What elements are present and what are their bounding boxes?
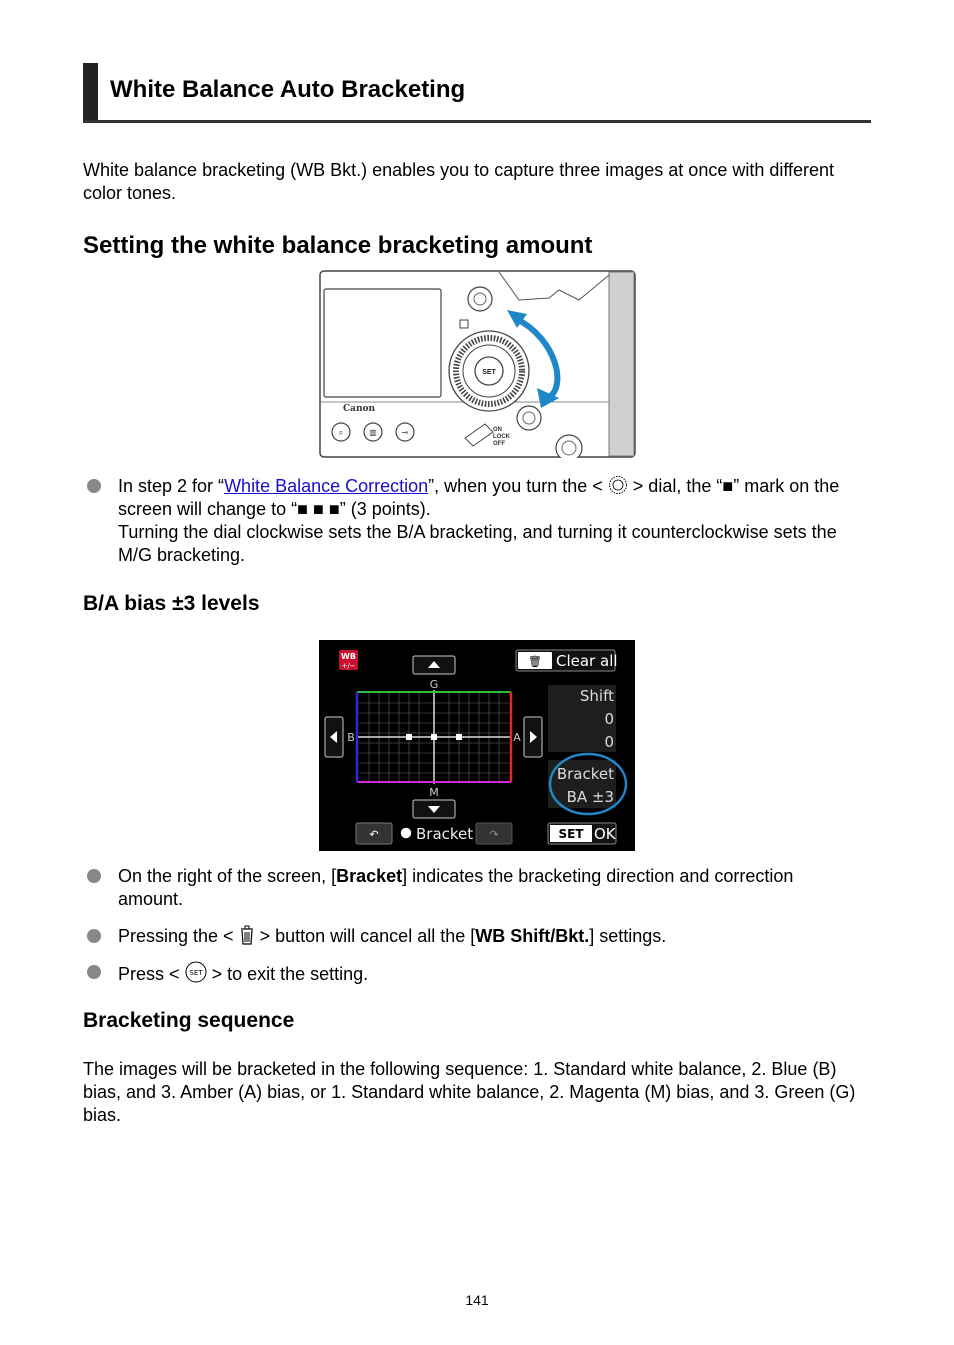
wb-badge-bottom: +/− — [341, 662, 356, 670]
bracket-label: Bracket — [556, 765, 614, 783]
axis-g-label: G — [429, 678, 439, 691]
page-number: 141 — [465, 1292, 489, 1308]
svg-text:↶: ↶ — [369, 828, 379, 841]
bullet4-text-end: > to exit the setting. — [211, 964, 369, 984]
bullet4-text-start: Press < — [118, 964, 180, 984]
axis-a-label: A — [513, 731, 521, 744]
shift-label: Shift — [579, 687, 614, 705]
svg-text:⌕: ⌕ — [338, 428, 344, 437]
axis-b-label: B — [347, 731, 355, 744]
bracket-point-a — [456, 734, 462, 740]
set-button-label: SET — [482, 369, 496, 376]
bracket-value: BA ±3 — [566, 788, 614, 806]
svg-text:SET: SET — [188, 969, 203, 977]
section1-heading: Setting the white balance bracketing amount — [83, 232, 593, 259]
erase-icon — [239, 925, 255, 945]
bullet3-text-end: ] settings. — [589, 926, 667, 946]
bracket-bold-term: Bracket — [336, 866, 403, 886]
bullet-dot-icon — [87, 869, 101, 883]
title-accent-block — [83, 63, 98, 120]
bottom-bracket-label: Bracket — [416, 825, 474, 843]
wb-shift-screen — [319, 640, 635, 851]
wb-shift-bold-term: WB Shift/Bkt. — [475, 926, 590, 946]
power-lock-label: LOCK — [493, 434, 510, 440]
power-on-label: ON — [493, 427, 502, 433]
trash-icon: 🗑 — [528, 655, 542, 668]
set-button-icon — [185, 961, 207, 983]
page-title: White Balance Auto Bracketing — [110, 76, 466, 103]
ok-label: OK — [594, 825, 616, 843]
power-off-label: OFF — [493, 441, 505, 447]
bracketing-sequence-paragraph: The images will be bracketed in the following sequence: 1. Standard white balance, 2. Blue (B) bias, and 3. Amber (A) bias, or 1. Standard white balance, 2. Magenta (M) bias, and 3. Green (G) bias. — [83, 1059, 856, 1125]
svg-text:⊸: ⊸ — [401, 428, 409, 437]
shift-value-1: 0 — [604, 710, 614, 728]
dial-icon — [400, 827, 412, 839]
bullet2-text-end: ] indicates the bracketing direction and correction amount. — [118, 866, 794, 909]
bullet2-text-start: On the right of the screen, [ — [118, 866, 337, 886]
set-label: SET — [558, 827, 584, 841]
wb-badge-top: WB — [341, 652, 356, 661]
bullet1-text-end: > dial, the “■” mark on the screen will change to “■ ■ ■” (3 points). — [118, 476, 840, 519]
quick-control-dial-icon — [449, 331, 529, 411]
bullet1-text-mid: ”, when you turn the < — [428, 476, 603, 496]
quick-control-dial-icon — [608, 475, 628, 495]
white-balance-correction-link[interactable]: White Balance Correction — [224, 476, 429, 496]
section2-heading: B/A bias ±3 levels — [83, 592, 260, 615]
camera-brand-label: Canon — [343, 404, 376, 414]
camera-back-illustration — [319, 270, 636, 458]
section3-heading: Bracketing sequence — [83, 1009, 295, 1032]
bullet1-second-line: Turning the dial clockwise sets the B/A bracketing, and turning it counterclockwise sets the M/G bracketing. — [118, 522, 837, 565]
section-title-bar — [83, 63, 871, 123]
bracket-point-center — [431, 734, 437, 740]
bullet1-text-start: In step 2 for “ — [118, 476, 225, 496]
bullet-dot-icon — [87, 929, 101, 943]
clear-all-label: Clear all — [556, 652, 618, 670]
axis-m-label: M — [429, 786, 439, 799]
svg-text:↷: ↷ — [489, 828, 499, 841]
bullet-dot-icon — [87, 965, 101, 979]
bullet3-text-mid: > button will cancel all the [ — [259, 926, 476, 946]
intro-paragraph: White balance bracketing (WB Bkt.) enables you to capture three images at once with different color tones. — [83, 160, 835, 203]
shift-value-2: 0 — [604, 733, 614, 751]
bullet-dot-icon — [87, 479, 101, 493]
bracket-point-b — [406, 734, 412, 740]
svg-text:▥: ▥ — [369, 428, 377, 437]
bullet3-text-start: Pressing the < — [118, 926, 234, 946]
